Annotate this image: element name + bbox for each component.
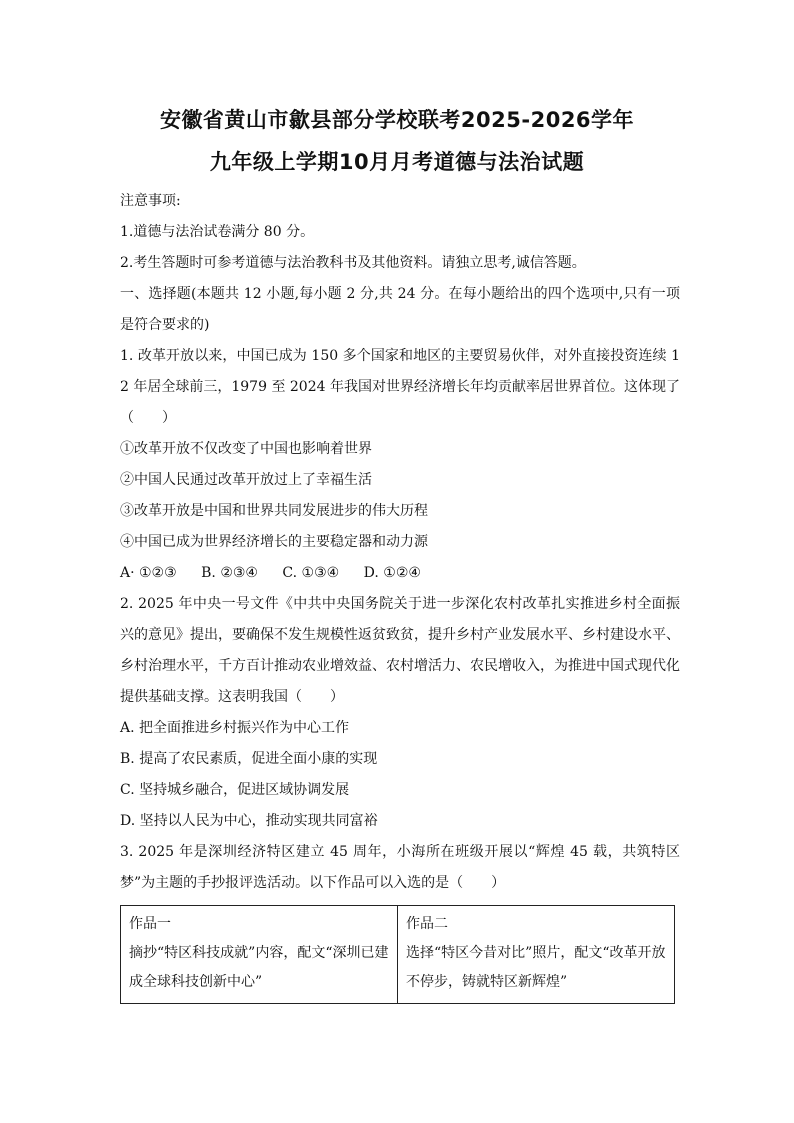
exam-title-line2: 九年级上学期10月月考道德与法治试题	[209, 150, 585, 174]
work-cell-1	[121, 906, 398, 1004]
question-1-statement: ④中国已成为世界经济增长的主要稳定器和动力源	[120, 534, 428, 550]
works-table-row	[121, 906, 675, 1004]
option-b: B. ②③④	[201, 565, 258, 581]
question-1-stem: 1. 改革开放以来，中国已成为 150 多个国家和地区的主要贸易伙伴，对外直接投资连续 12 年居全球前三，1979 至 2024 年我国对世界经济增长年均贡献率居世界首位。这体现了（ ）	[120, 348, 680, 426]
option-a: A. 把全面推进乡村振兴作为中心工作	[120, 720, 350, 736]
option-a: A· ①②③	[120, 565, 177, 581]
question-1	[120, 341, 680, 589]
work-1-desc: 摘抄“特区科技成就”内容，配文“深圳已建成全球科技创新中心”	[129, 945, 389, 990]
option-d: D. ①②④	[363, 565, 421, 581]
work-1-title: 作品一	[129, 916, 171, 932]
question-1-options	[120, 558, 680, 589]
notes-heading: 注意事项:	[120, 193, 181, 209]
option-b: B. 提高了农民素质，促进全面小康的实现	[120, 751, 378, 767]
exam-content	[120, 186, 680, 1004]
work-cell-2	[398, 906, 675, 1004]
note-item-1: 1.道德与法治试卷满分 80 分。	[120, 224, 315, 240]
work-2-title: 作品二	[406, 916, 448, 932]
question-3	[120, 837, 680, 1004]
note-item-2: 2.考生答题时可参考道德与法治教科书及其他资料。请独立思考,诚信答题。	[120, 255, 586, 271]
exam-title-line1: 安徽省黄山市歙县部分学校联考2025-2026学年	[159, 108, 635, 132]
option-c: C. ①③④	[282, 565, 340, 581]
question-1-statement: ①改革开放不仅改变了中国也影响着世界	[120, 441, 372, 457]
option-d: D. 坚持以人民为中心，推动实现共同富裕	[120, 813, 378, 829]
question-1-statement: ②中国人民通过改革开放过上了幸福生活	[120, 472, 372, 488]
work-2-desc: 选择“特区今昔对比”照片，配文“改革开放不停步，铸就特区新辉煌”	[406, 945, 666, 990]
option-c: C. 坚持城乡融合，促进区域协调发展	[120, 782, 350, 798]
section-heading: 一、选择题(本题共 12 小题,每小题 2 分,共 24 分。在每小题给出的四个选项中,只有一项是符合要求的)	[120, 286, 680, 333]
question-2	[120, 589, 680, 837]
question-1-statement: ③改革开放是中国和世界共同发展进步的伟大历程	[120, 503, 428, 519]
question-2-stem: 2. 2025 年中央一号文件《中共中央国务院关于进一步深化农村改革扎实推进乡村全面振兴的意见》提出，要确保不发生规模性返贫致贫，提升乡村产业发展水平、乡村建设水平、乡村治理水平，千方百计推动农业增效益、农村增活力、农民增收入，为推进中国式现代化提供基础支撑。这表明我国（ ）	[120, 596, 680, 705]
question-3-stem: 3. 2025 年是深圳经济特区建立 45 周年，小海所在班级开展以“辉煌 45 载，共筑特区梦”为主题的手抄报评选活动。以下作品可以入选的是（ ）	[120, 844, 680, 891]
works-table	[120, 905, 675, 1004]
